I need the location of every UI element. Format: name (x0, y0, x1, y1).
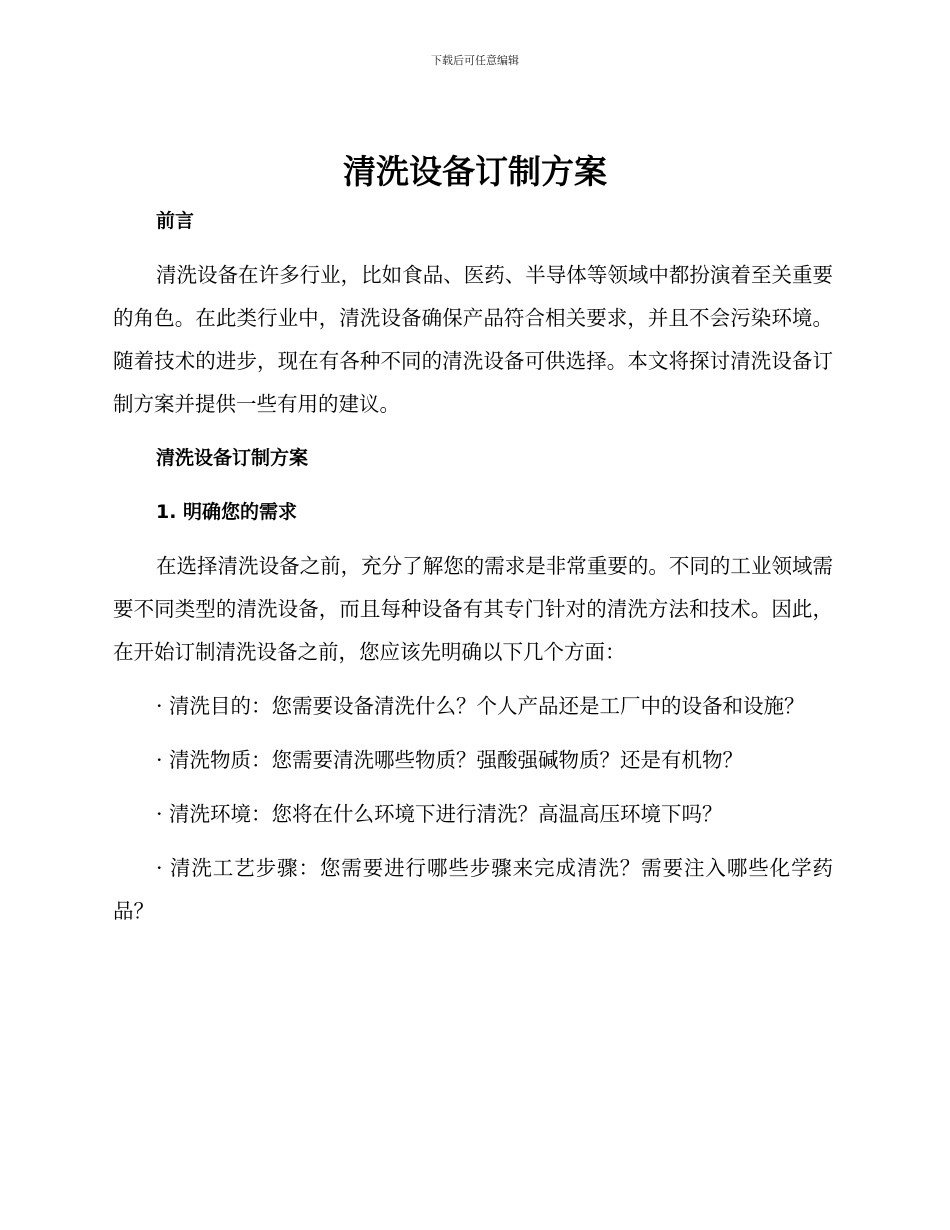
plan-heading: 清洗设备订制方案 (156, 447, 309, 469)
document-title: 清洗设备订制方案 (343, 152, 607, 191)
page-header-note: 下载后可任意编辑 (431, 54, 519, 67)
step1-paragraph: 在选择清洗设备之前，充分了解您的需求是非常重要的。不同的工业领域需要不同类型的清洗设备，而且每种设备有其专门针对的清洗方法和技术。因此，在开始订制清洗设备之前，您应该先明确以下几个方面： (113, 554, 833, 664)
bullet-item-process: · 清洗工艺步骤：您需要进行哪些步骤来完成清洗？需要注入哪些化学药品？ (113, 856, 833, 923)
bullet-item-environment: · 清洗环境：您将在什么环境下进行清洗？高温高压环境下吗？ (156, 802, 723, 826)
preface-paragraph: 清洗设备在许多行业，比如食品、医药、半导体等领域中都扮演着至关重要的角色。在此类行业中，清洗设备确保产品符合相关要求，并且不会污染环境。随着技术的进步，现在有各种不同的清洗设备可供选择。本文将探讨清洗设备订制方案并提供一些有用的建议。 (113, 263, 833, 416)
step1-heading: 1. 明确您的需求 (156, 501, 298, 523)
bullet-item-substance: · 清洗物质：您需要清洗哪些物质？强酸强碱物质？还是有机物？ (156, 748, 744, 772)
bullet-item-purpose: · 清洗目的：您需要设备清洗什么？个人产品还是工厂中的设备和设施？ (156, 694, 805, 718)
document-body (113, 200, 833, 933)
preface-heading: 前言 (156, 210, 195, 232)
